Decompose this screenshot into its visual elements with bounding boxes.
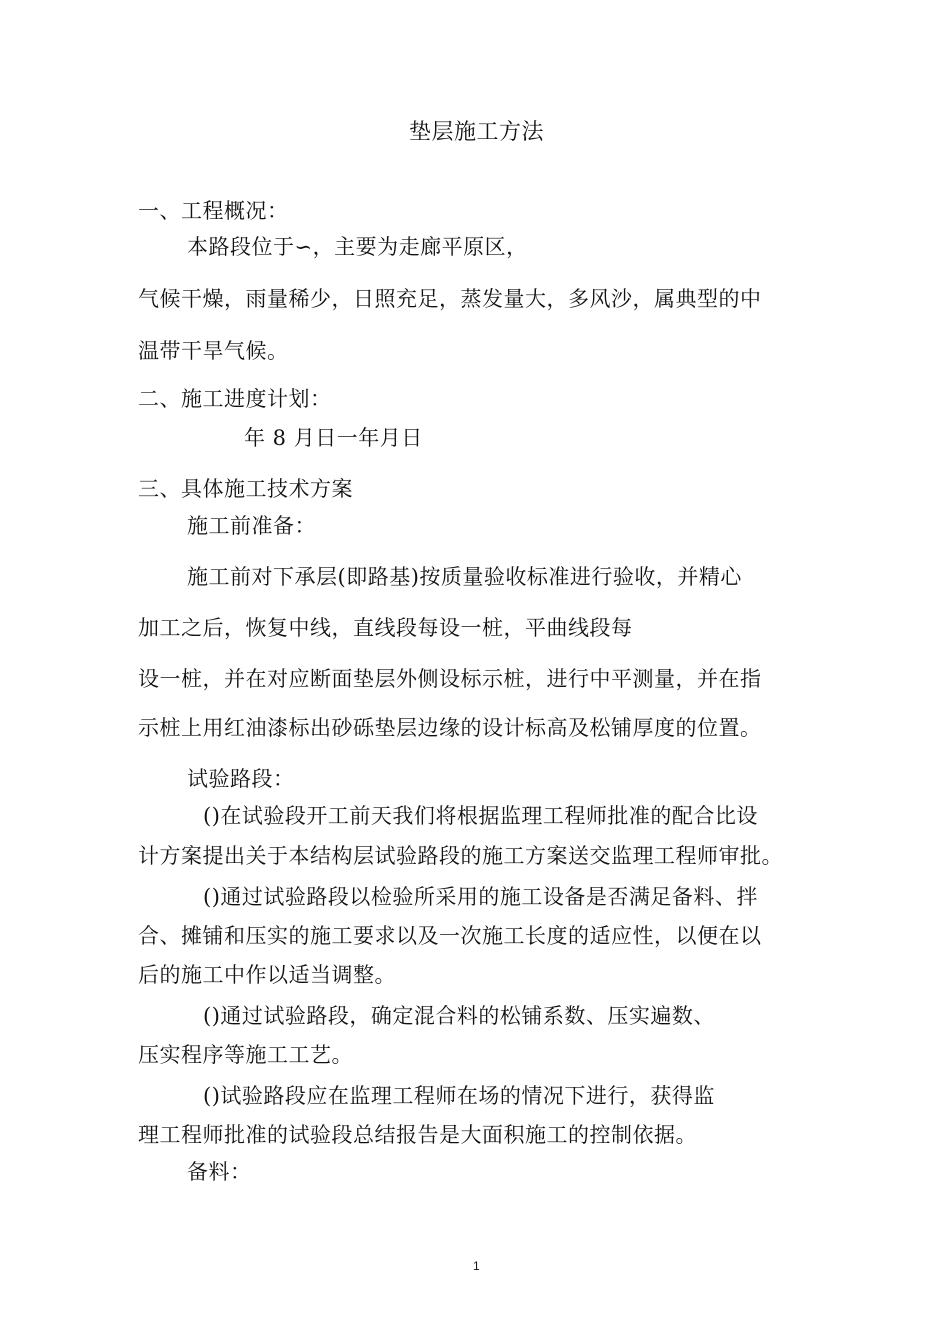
schedule-date-line: 年 8 月日一年月日 [244, 426, 423, 450]
paragraph-line: 后的施工中作以适当调整。 [138, 963, 396, 987]
paragraph-line: 气候干燥，雨量稀少，日照充足，蒸发量大，多风沙，属典型的中 [138, 287, 762, 311]
paragraph-line: ()通过试验路段，确定混合料的松铺系数、压实遍数、 [203, 1004, 715, 1028]
document-title: 垫层施工方法 [409, 120, 545, 145]
paragraph-line: 温带干旱气候。 [138, 339, 289, 363]
paragraph-line: 压实程序等施工工艺。 [138, 1043, 353, 1067]
paragraph-line: 理工程师批准的试验段总结报告是大面积施工的控制依据。 [138, 1123, 697, 1147]
paragraph-line: ()在试验段开工前天我们将根据监理工程师批准的配合比设 [203, 804, 758, 828]
section-heading-overview: 一、工程概况： [138, 199, 289, 223]
page-number: 1 [473, 1259, 480, 1273]
paragraph-line: ()试验路段应在监理工程师在场的情况下进行，获得监 [203, 1084, 715, 1108]
paragraph-line: 计方案提出关于本结构层试验路段的施工方案送交监理工程师审批。 [138, 844, 783, 868]
paragraph-line: 设一桩，并在对应断面垫层外侧设标示桩，进行中平测量，并在指 [138, 667, 762, 691]
paragraph-line: 本路段位于∽，主要为走廊平原区， [187, 235, 528, 259]
subheading-preparation: 施工前准备： [187, 514, 316, 538]
subheading-materials: 备料： [187, 1160, 252, 1184]
paragraph-line: 合、摊铺和压实的施工要求以及一次施工长度的适应性，以便在以 [138, 924, 762, 948]
subheading-test-section: 试验路段： [187, 767, 295, 791]
paragraph-line: ()通过试验路段以检验所采用的施工设备是否满足备料、拌 [203, 885, 758, 909]
paragraph-line: 示桩上用红油漆标出砂砾垫层边缘的设计标高及松铺厚度的位置。 [138, 716, 762, 740]
paragraph-line: 加工之后，恢复中线，直线段每设一桩，平曲线段每 [138, 616, 633, 640]
section-heading-technical-plan: 三、具体施工技术方案 [138, 477, 353, 501]
paragraph-line: 施工前对下承层(即路基)按质量验收标准进行验收，并精心 [187, 565, 742, 589]
section-heading-schedule: 二、施工进度计划： [138, 387, 332, 411]
